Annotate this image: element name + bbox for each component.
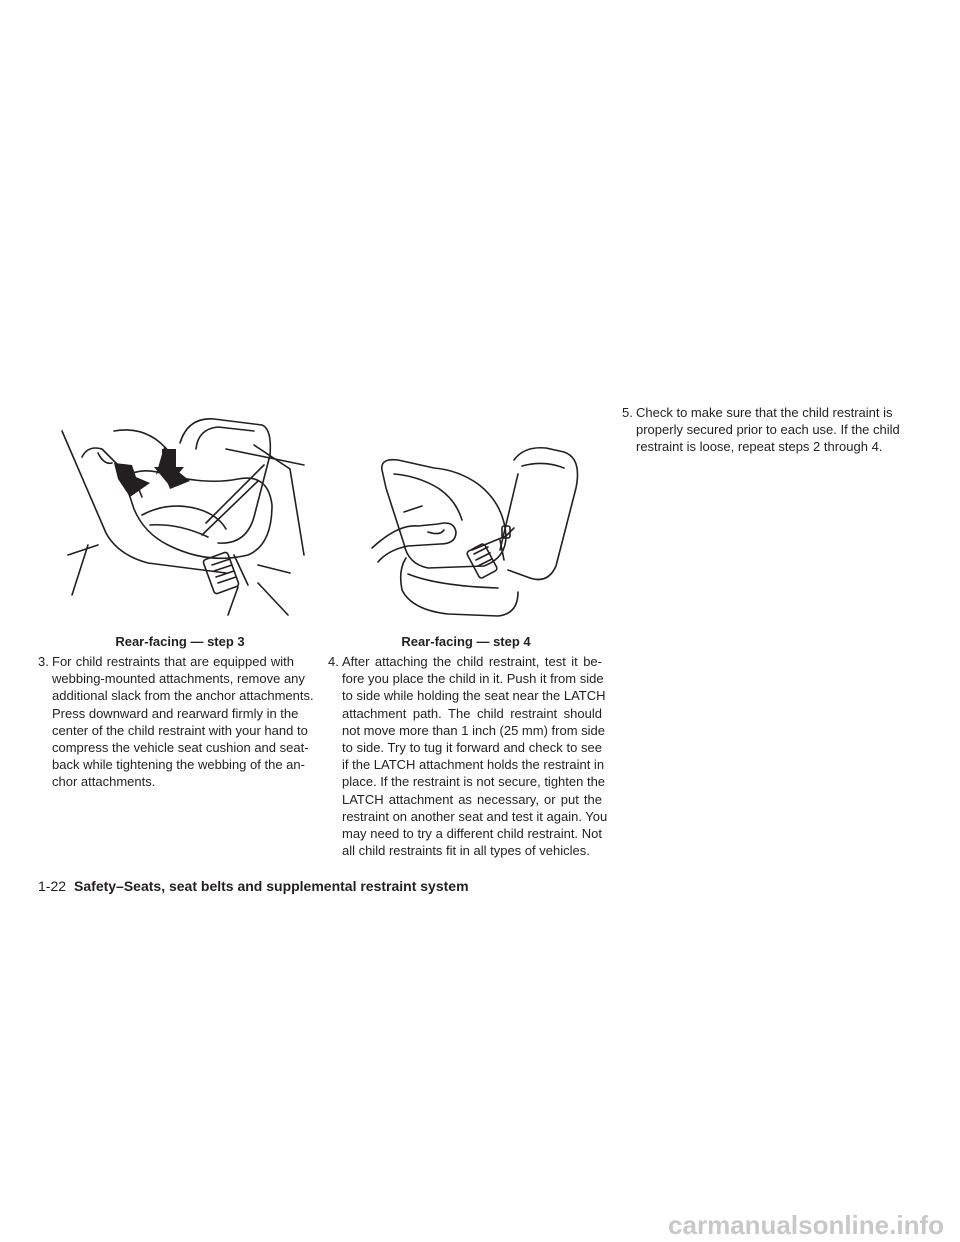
page-number: 1-22: [38, 878, 67, 894]
step-4-line: fore you place the child in it. Push it from side: [342, 671, 604, 687]
step-3-line: compress the vehicle seat cushion and seat-: [52, 740, 309, 756]
step-4-line: attachment path. The child restraint should: [342, 705, 602, 721]
step-3-number: 3.: [38, 654, 49, 669]
step-4-paragraph: [328, 653, 608, 859]
step-4-line: all child restraints fit in all types of vehicles.: [342, 843, 590, 859]
step-5-line: restraint is loose, repeat steps 2 through 4.: [636, 439, 883, 455]
step-3-line: additional slack from the anchor attachments.: [52, 688, 314, 704]
step-3-line: chor attachments.: [52, 774, 156, 790]
page-footer: [38, 878, 469, 894]
step-3-line: center of the child restraint with your hand to: [52, 722, 308, 738]
step-4-line: to side. Try to tug it forward and check to see: [342, 740, 602, 756]
step-3-paragraph: [38, 653, 314, 791]
figure-step-3: [58, 405, 308, 620]
illustration-step-3: [58, 405, 308, 620]
step-5-paragraph: [622, 404, 900, 456]
step-5-line: properly secured prior to each use. If the child: [636, 422, 900, 438]
step-3-line: For child restraints that are equipped with: [52, 654, 294, 669]
section-title: Safety–Seats, seat belts and supplemental restraint system: [74, 878, 469, 894]
step-4-line: not move more than 1 inch (25 mm) from side: [342, 722, 605, 738]
step-4-line: may need to try a different child restraint. Not: [342, 826, 602, 842]
figure-caption-step-4: Rear-facing — step 4: [401, 634, 531, 649]
watermark-bar: [0, 1206, 960, 1242]
step-5-number: 5.: [622, 405, 633, 420]
step-4-number: 4.: [328, 654, 339, 669]
step-3-line: back while tightening the webbing of the an-: [52, 757, 305, 773]
illustration-step-4: [368, 440, 588, 620]
step-3-line: webbing-mounted attachments, remove any: [52, 671, 305, 687]
step-4-line: to side while holding the seat near the LATCH: [342, 688, 606, 704]
figure-step-4: [368, 440, 588, 620]
watermark-text: carmanualsonline.info: [668, 1210, 944, 1240]
step-4-line: place. If the restraint is not secure, tighten the: [342, 774, 606, 790]
step-4-line: LATCH attachment as necessary, or put the: [342, 791, 602, 807]
step-3-line: Press downward and rearward firmly in the: [52, 705, 299, 721]
step-4-line: if the LATCH attachment holds the restraint in: [342, 757, 605, 773]
step-4-line: After attaching the child restraint, test it be-: [342, 654, 602, 669]
step-5-line: Check to make sure that the child restraint is: [636, 405, 893, 420]
figure-caption-step-3: Rear-facing — step 3: [115, 634, 245, 649]
step-4-line: restraint on another seat and test it again. You: [342, 808, 608, 824]
